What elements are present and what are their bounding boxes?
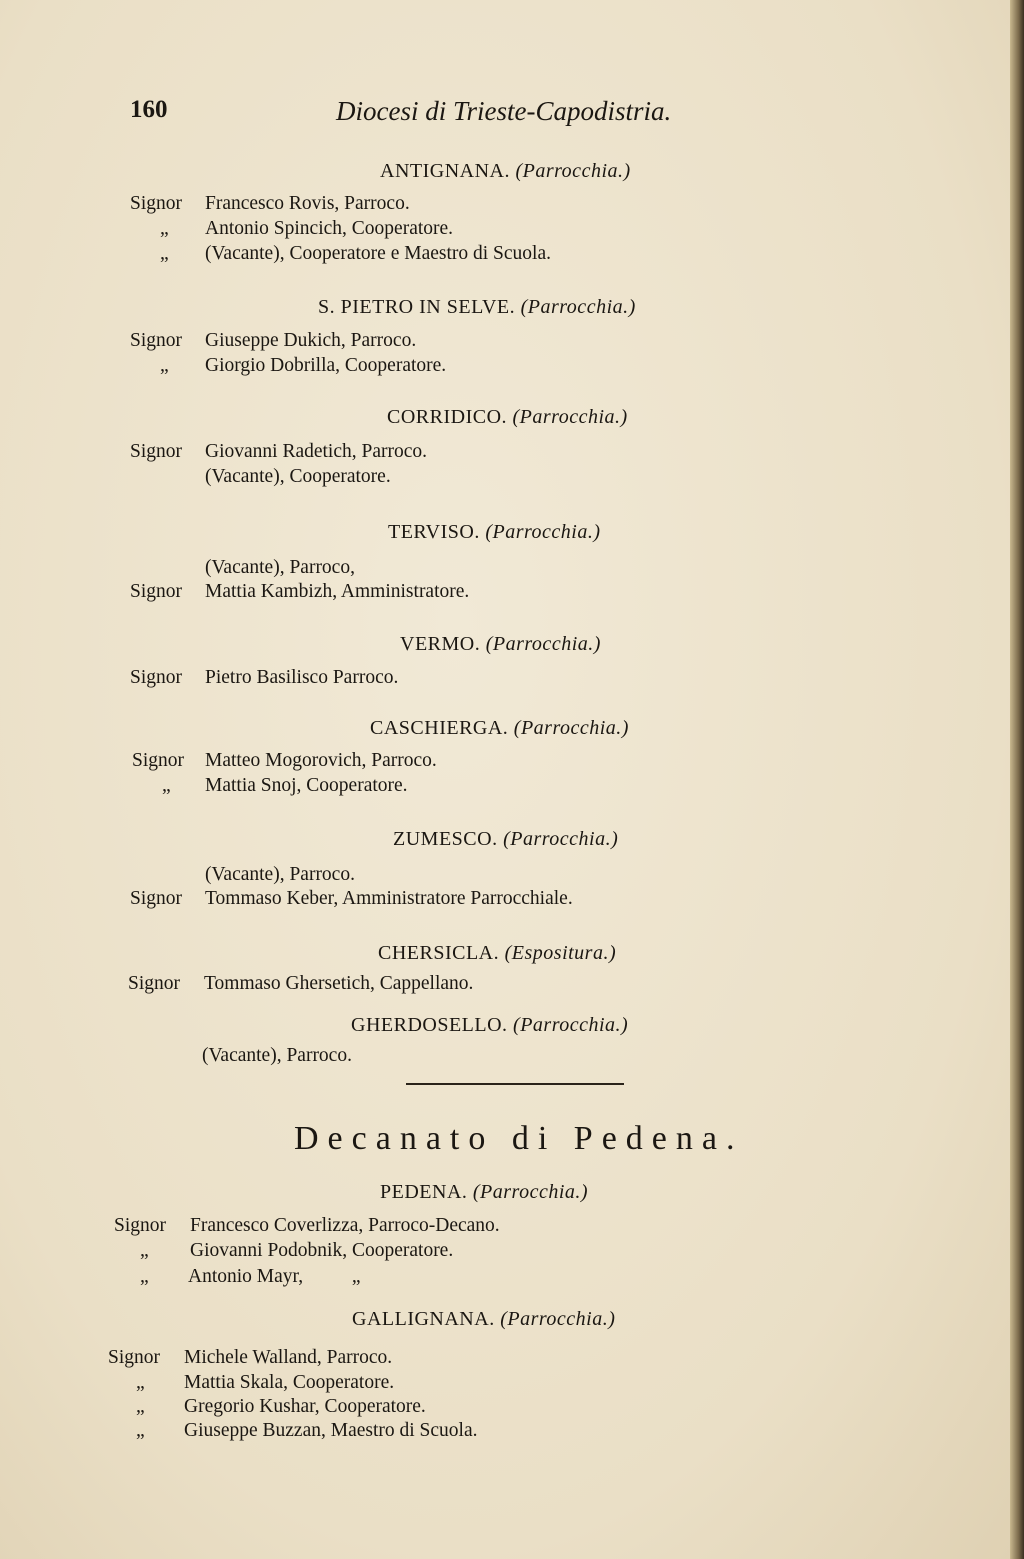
section-title-gallignana: GALLIGNANA. (Parrocchia.)	[352, 1308, 616, 1330]
section-title-chersicla: CHERSICLA. (Espositura.)	[378, 942, 617, 964]
page-number: 160	[130, 96, 168, 123]
section-title-vermo: VERMO. (Parrocchia.)	[400, 633, 601, 655]
section-title-gherdosello: GHERDOSELLO. (Parrocchia.)	[351, 1014, 629, 1036]
page-edge	[1010, 0, 1024, 1559]
running-title: Diocesi di Trieste-Capodistria.	[336, 96, 672, 126]
section-title-pedena: PEDENA. (Parrocchia.)	[380, 1181, 589, 1203]
deanery-heading: Decanato di Pedena.	[294, 1120, 744, 1157]
section-title-zumesco: ZUMESCO. (Parrocchia.)	[393, 828, 619, 850]
section-title-caschierga: CASCHIERGA. (Parrocchia.)	[370, 717, 629, 739]
section-title-terviso: TERVISO. (Parrocchia.)	[388, 521, 601, 543]
section-title-antignana: ANTIGNANA. (Parrocchia.)	[380, 160, 631, 182]
section-divider	[406, 1083, 624, 1085]
page-header	[0, 96, 1010, 136]
section-title-s-pietro-in-selve: S. PIETRO IN SELVE. (Parrocchia.)	[318, 296, 636, 318]
section-title-corridico: CORRIDICO. (Parrocchia.)	[387, 406, 628, 428]
